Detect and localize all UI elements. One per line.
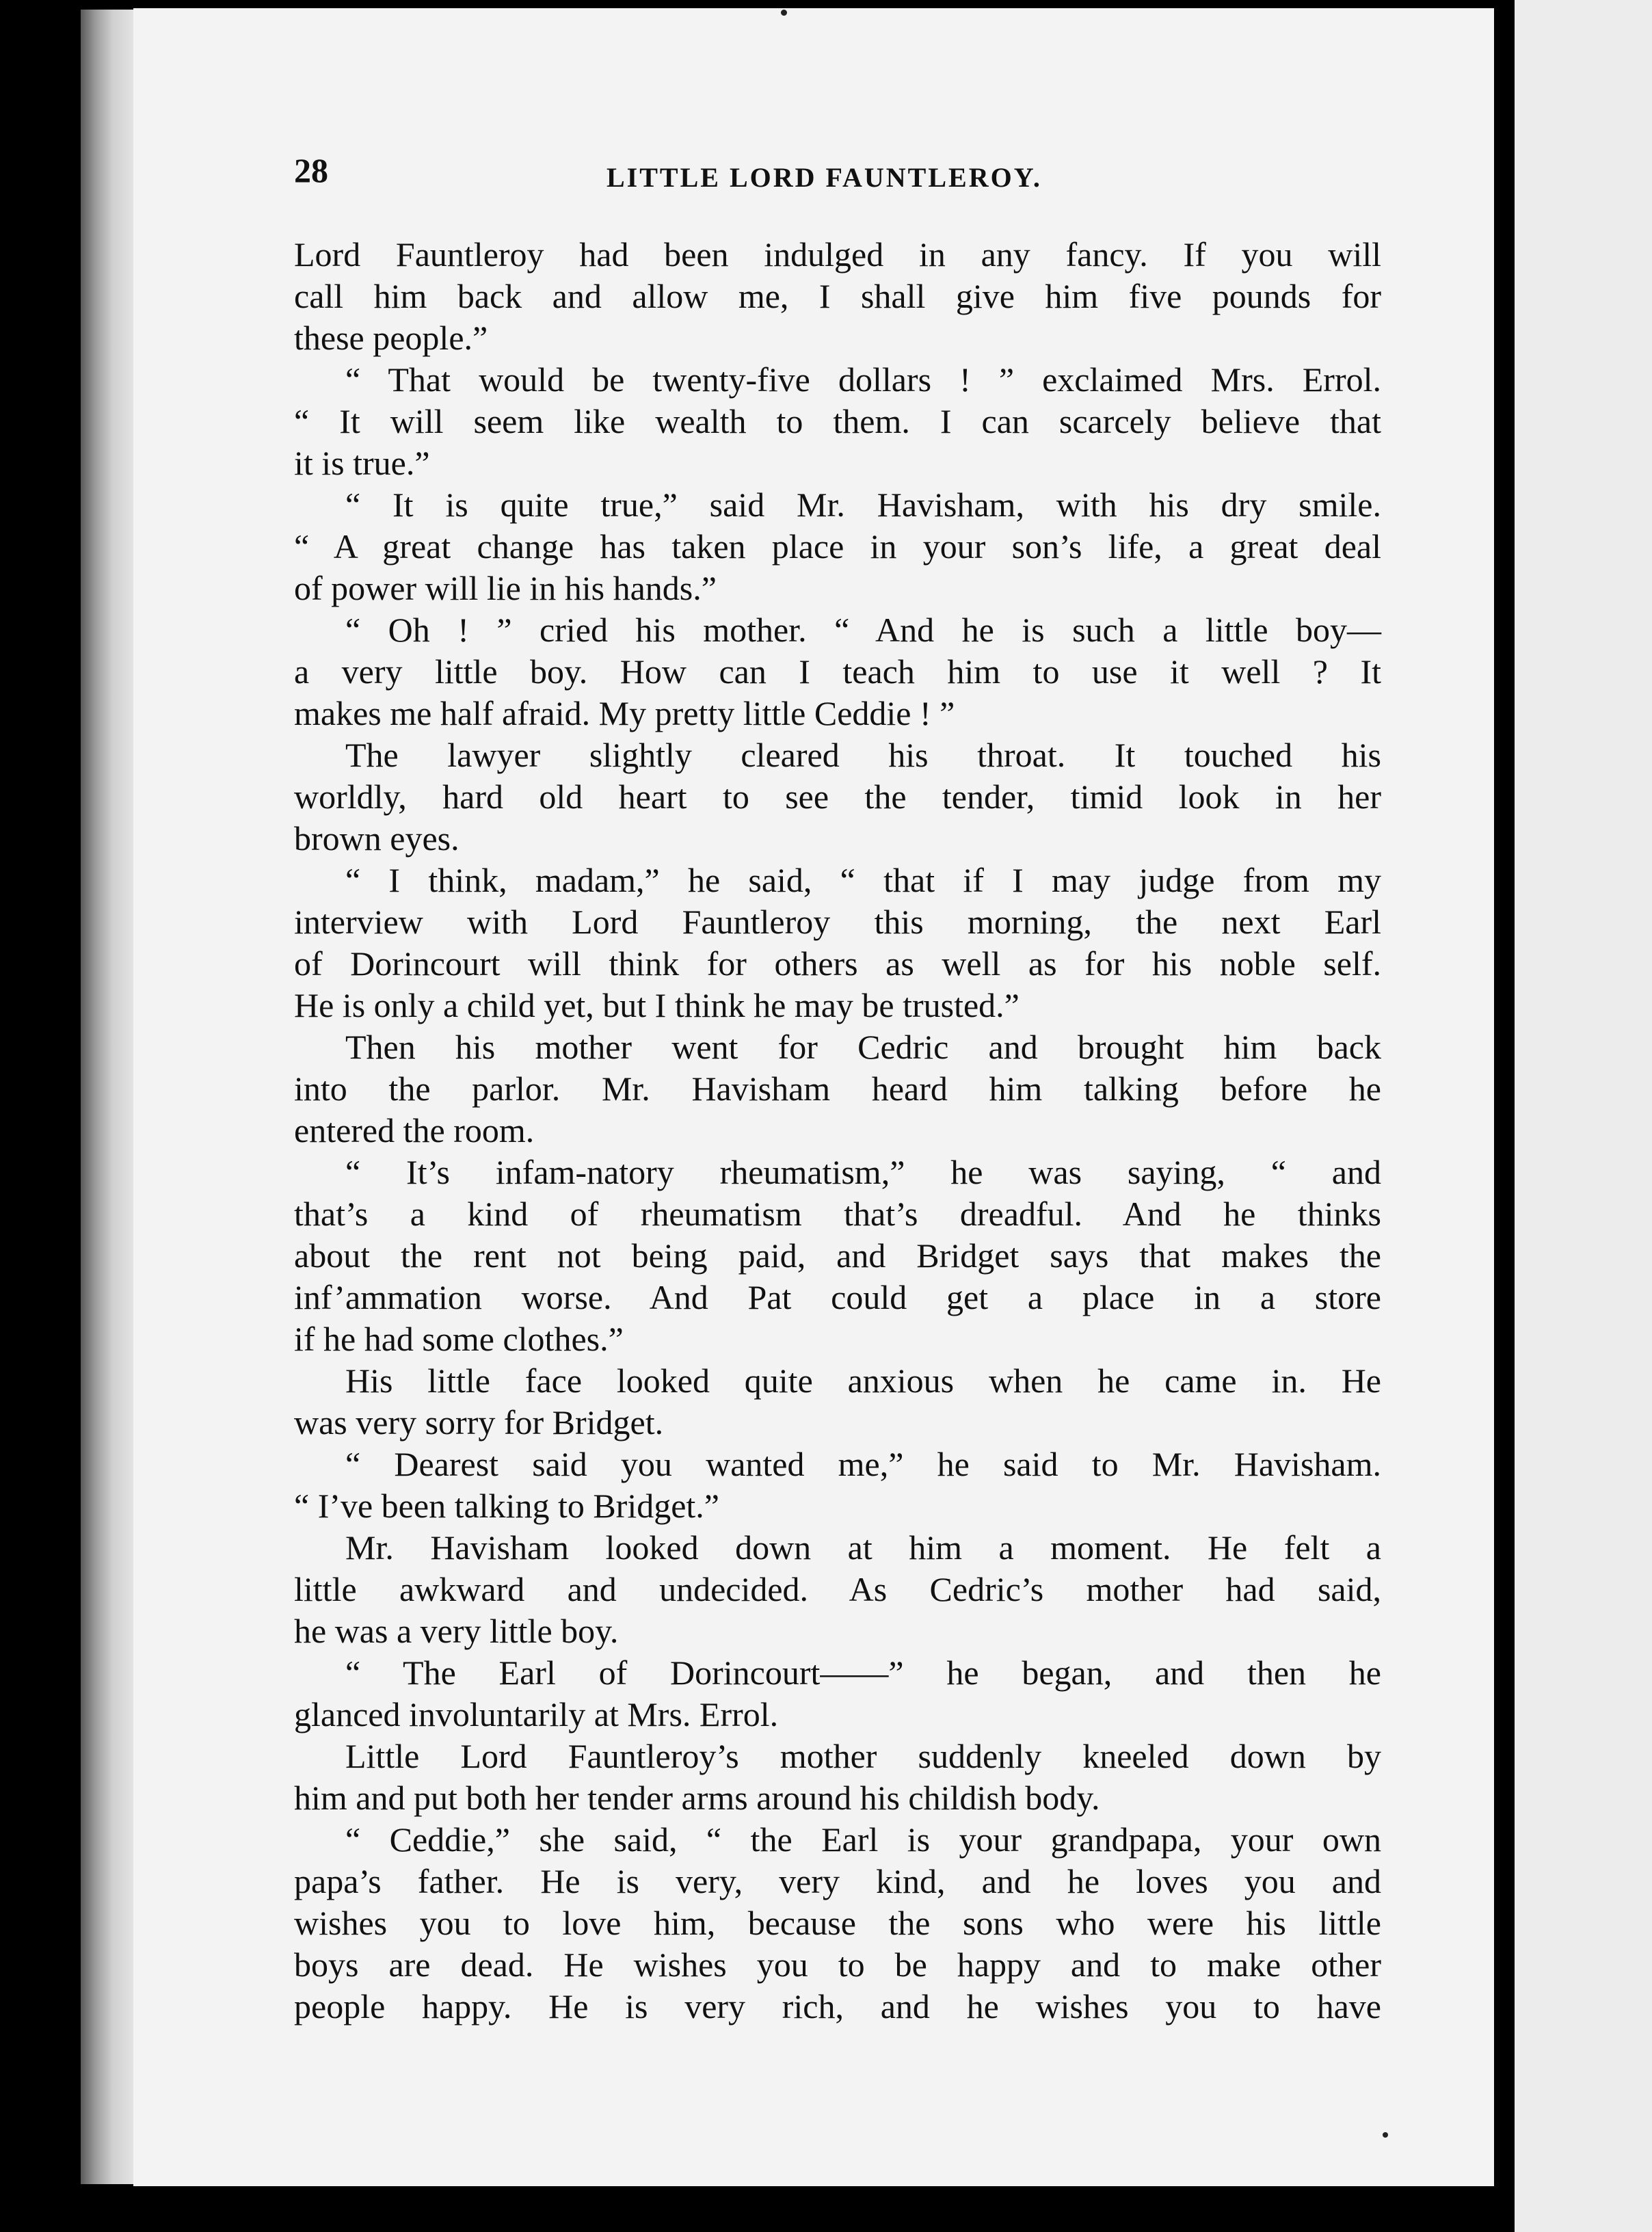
text-line: “ Oh ! ” cried his mother. “ And he is such a little boy— [345, 611, 1381, 649]
text-line: wishes you to love him, because the sons who were his little [294, 1904, 1381, 1942]
page-header [294, 150, 1378, 191]
page-number: 28 [294, 151, 328, 189]
text-line: “ It is quite true,” said Mr. Havisham, with his dry smile. [345, 486, 1381, 524]
text-line: entered the room. [294, 1111, 535, 1150]
ink-speck [1383, 2132, 1388, 2138]
text-line: Lord Fauntleroy had been indulged in any fancy. If you will [294, 235, 1381, 274]
text-line: was very sorry for Bridget. [294, 1403, 664, 1442]
text-line: worldly, hard old heart to see the tender, timid look in her [294, 778, 1381, 816]
text-line: Mr. Havisham looked down at him a moment. He felt a [345, 1528, 1381, 1567]
text-line: “ I’ve been talking to Bridget.” [294, 1487, 719, 1525]
text-line: little awkward and undecided. As Cedric’s mother had said, [294, 1570, 1381, 1608]
text-line: interview with Lord Fauntleroy this morning, the next Earl [294, 903, 1381, 941]
text-line: inf’ammation worse. And Pat could get a place in a store [294, 1278, 1381, 1316]
text-line: “ It will seem like wealth to them. I can scarcely believe that [294, 402, 1381, 440]
text-line: it is true.” [294, 444, 430, 482]
text-line: him and put both her tender arms around his childish body. [294, 1779, 1100, 1817]
text-line: “ I think, madam,” he said, “ that if I may judge from my [345, 861, 1381, 899]
text-line: of Dorincourt will think for others as well as for his noble self. [294, 944, 1381, 983]
text-line: a very little boy. How can I teach him to use it well ? It [294, 652, 1381, 691]
text-line: “ The Earl of Dorincourt——” he began, and then he [345, 1653, 1381, 1692]
text-line: He is only a child yet, but I think he may be trusted.” [294, 986, 1020, 1024]
text-line: “ Dearest said you wanted me,” he said to Mr. Havisham. [345, 1445, 1381, 1483]
text-line: that’s a kind of rheumatism that’s dreadful. And he thinks [294, 1195, 1381, 1233]
text-line: glanced involuntarily at Mrs. Errol. [294, 1695, 779, 1733]
ink-speck [781, 10, 787, 16]
text-line: “ Ceddie,” she said, “ the Earl is your grandpapa, your own [345, 1820, 1381, 1859]
running-head: LITTLE LORD FAUNTLEROY. [607, 162, 1042, 193]
text-line: His little face looked quite anxious when he came in. He [345, 1361, 1381, 1400]
text-line: of power will lie in his hands.” [294, 569, 717, 607]
text-line: “ It’s infam-natory rheumatism,” he was saying, “ and [345, 1153, 1381, 1191]
text-line: if he had some clothes.” [294, 1320, 624, 1358]
text-line: into the parlor. Mr. Havisham heard him talking before he [294, 1070, 1381, 1108]
text-line: brown eyes. [294, 819, 459, 858]
text-line: boys are dead. He wishes you to be happy and to make other [294, 1945, 1381, 1984]
book-gutter [1494, 0, 1515, 2232]
text-line: call him back and allow me, I shall give him five pounds for [294, 277, 1381, 315]
text-line: The lawyer slightly cleared his throat. It touched his [345, 736, 1381, 774]
text-line: about the rent not being paid, and Bridget says that makes the [294, 1236, 1381, 1275]
body-text [294, 234, 1381, 2028]
text-line: people happy. He is very rich, and he wishes you to have [294, 1987, 1381, 2025]
text-line: he was a very little boy. [294, 1612, 619, 1650]
text-line: papa’s father. He is very, very kind, and he loves you and [294, 1862, 1381, 1900]
page-left-edge [81, 10, 138, 2184]
text-line: “ A great change has taken place in your son’s life, a great deal [294, 527, 1381, 566]
text-line: Then his mother went for Cedric and brought him back [345, 1028, 1381, 1066]
text-line: makes me half afraid. My pretty little Ceddie ! ” [294, 694, 955, 732]
text-line: these people.” [294, 319, 488, 357]
adjacent-page-edge [1515, 0, 1652, 2232]
text-line: “ That would be twenty-five dollars ! ” exclaimed Mrs. Errol. [345, 360, 1381, 399]
text-line: Little Lord Fauntleroy’s mother suddenly kneeled down by [345, 1737, 1381, 1775]
